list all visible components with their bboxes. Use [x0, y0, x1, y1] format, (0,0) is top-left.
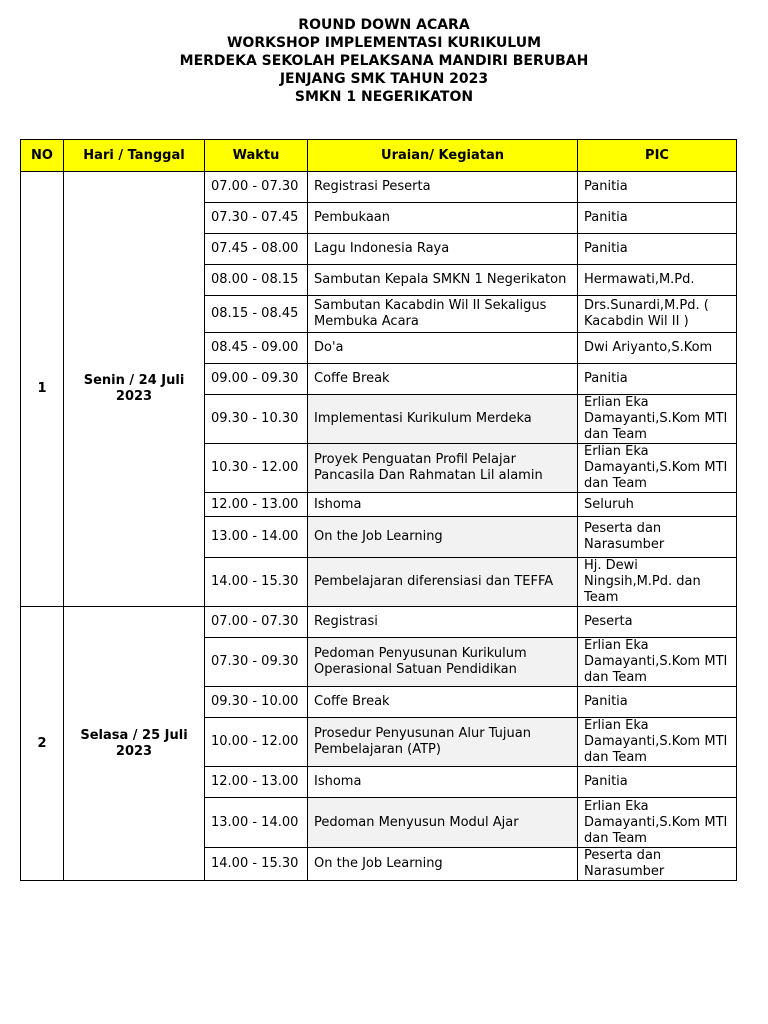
table-row — [21, 172, 737, 203]
day-number: 1 — [21, 172, 64, 607]
pic-cell: Panitia — [578, 687, 737, 718]
activity-cell: Registrasi Peserta — [308, 172, 578, 203]
time-cell: 08.15 - 08.45 — [205, 296, 308, 333]
activity-cell: Coffe Break — [308, 687, 578, 718]
activity-cell: Implementasi Kurikulum Merdeka — [308, 395, 578, 444]
time-cell: 08.45 - 09.00 — [205, 333, 308, 364]
time-cell: 07.30 - 07.45 — [205, 203, 308, 234]
time-cell: 09.00 - 09.30 — [205, 364, 308, 395]
time-cell: 13.00 - 14.00 — [205, 798, 308, 848]
pic-cell: Erlian Eka Damayanti,S.Kom MTI dan Team — [578, 798, 737, 848]
time-cell: 07.45 - 08.00 — [205, 234, 308, 265]
header-pic: PIC — [578, 140, 737, 172]
activity-cell: Sambutan Kepala SMKN 1 Negerikaton — [308, 265, 578, 296]
pic-cell: Hermawati,M.Pd. — [578, 265, 737, 296]
time-cell: 12.00 - 13.00 — [205, 493, 308, 517]
pic-cell: Panitia — [578, 172, 737, 203]
time-cell: 14.00 - 15.30 — [205, 848, 308, 881]
activity-cell: Registrasi — [308, 607, 578, 638]
time-cell: 09.30 - 10.00 — [205, 687, 308, 718]
pic-cell: Seluruh — [578, 493, 737, 517]
activity-cell: Pedoman Menyusun Modul Ajar — [308, 798, 578, 848]
activity-cell: Do'a — [308, 333, 578, 364]
pic-cell: Erlian Eka Damayanti,S.Kom MTI dan Team — [578, 444, 737, 493]
pic-cell: Peserta — [578, 607, 737, 638]
header-no: NO — [21, 140, 64, 172]
time-cell: 07.30 - 09.30 — [205, 638, 308, 687]
pic-cell: Hj. Dewi Ningsih,M.Pd. dan Team — [578, 558, 737, 607]
time-cell: 07.00 - 07.30 — [205, 172, 308, 203]
time-cell: 09.30 - 10.30 — [205, 395, 308, 444]
schedule-table — [20, 139, 737, 881]
pic-cell: Peserta dan Narasumber — [578, 517, 737, 558]
pic-cell: Peserta dan Narasumber — [578, 848, 737, 881]
header-waktu: Waktu — [205, 140, 308, 172]
pic-cell: Panitia — [578, 364, 737, 395]
day-date: Selasa / 25 Juli 2023 — [64, 607, 205, 881]
pic-cell: Dwi Ariyanto,S.Kom — [578, 333, 737, 364]
title-line-2: WORKSHOP IMPLEMENTASI KURIKULUM — [226, 35, 542, 51]
activity-cell: Coffe Break — [308, 364, 578, 395]
activity-cell: On the Job Learning — [308, 517, 578, 558]
pic-cell: Erlian Eka Damayanti,S.Kom MTI dan Team — [578, 638, 737, 687]
header-hari: Hari / Tanggal — [64, 140, 205, 172]
pic-cell: Panitia — [578, 203, 737, 234]
pic-cell: Panitia — [578, 767, 737, 798]
document-title — [0, 16, 768, 106]
time-cell: 13.00 - 14.00 — [205, 517, 308, 558]
pic-cell: Drs.Sunardi,M.Pd. ( Kacabdin Wil II ) — [578, 296, 737, 333]
activity-cell: Pedoman Penyusunan Kurikulum Operasional Satuan Pendidikan — [308, 638, 578, 687]
activity-cell: Lagu Indonesia Raya — [308, 234, 578, 265]
time-cell: 07.00 - 07.30 — [205, 607, 308, 638]
title-line-1: ROUND DOWN ACARA — [298, 17, 470, 33]
header-uraian: Uraian/ Kegiatan — [308, 140, 578, 172]
time-cell: 08.00 - 08.15 — [205, 265, 308, 296]
time-cell: 14.00 - 15.30 — [205, 558, 308, 607]
title-line-4: JENJANG SMK TAHUN 2023 — [279, 71, 489, 87]
day-date: Senin / 24 Juli 2023 — [64, 172, 205, 607]
time-cell: 10.30 - 12.00 — [205, 444, 308, 493]
day-number: 2 — [21, 607, 64, 881]
activity-cell: Pembukaan — [308, 203, 578, 234]
activity-cell: Ishoma — [308, 493, 578, 517]
pic-cell: Erlian Eka Damayanti,S.Kom MTI dan Team — [578, 718, 737, 767]
table-header-row — [21, 140, 737, 172]
activity-cell: On the Job Learning — [308, 848, 578, 881]
activity-cell: Pembelajaran diferensiasi dan TEFFA — [308, 558, 578, 607]
pic-cell: Panitia — [578, 234, 737, 265]
title-line-5: SMKN 1 NEGERIKATON — [294, 89, 474, 105]
pic-cell: Erlian Eka Damayanti,S.Kom MTI dan Team — [578, 395, 737, 444]
time-cell: 12.00 - 13.00 — [205, 767, 308, 798]
activity-cell: Prosedur Penyusunan Alur Tujuan Pembelajaran (ATP) — [308, 718, 578, 767]
table-row — [21, 607, 737, 638]
activity-cell: Proyek Penguatan Profil Pelajar Pancasila Dan Rahmatan Lil alamin — [308, 444, 578, 493]
activity-cell: Sambutan Kacabdin Wil II Sekaligus Membuka Acara — [308, 296, 578, 333]
title-line-3: MERDEKA SEKOLAH PELAKSANA MANDIRI BERUBAH — [179, 53, 589, 69]
activity-cell: Ishoma — [308, 767, 578, 798]
time-cell: 10.00 - 12.00 — [205, 718, 308, 767]
